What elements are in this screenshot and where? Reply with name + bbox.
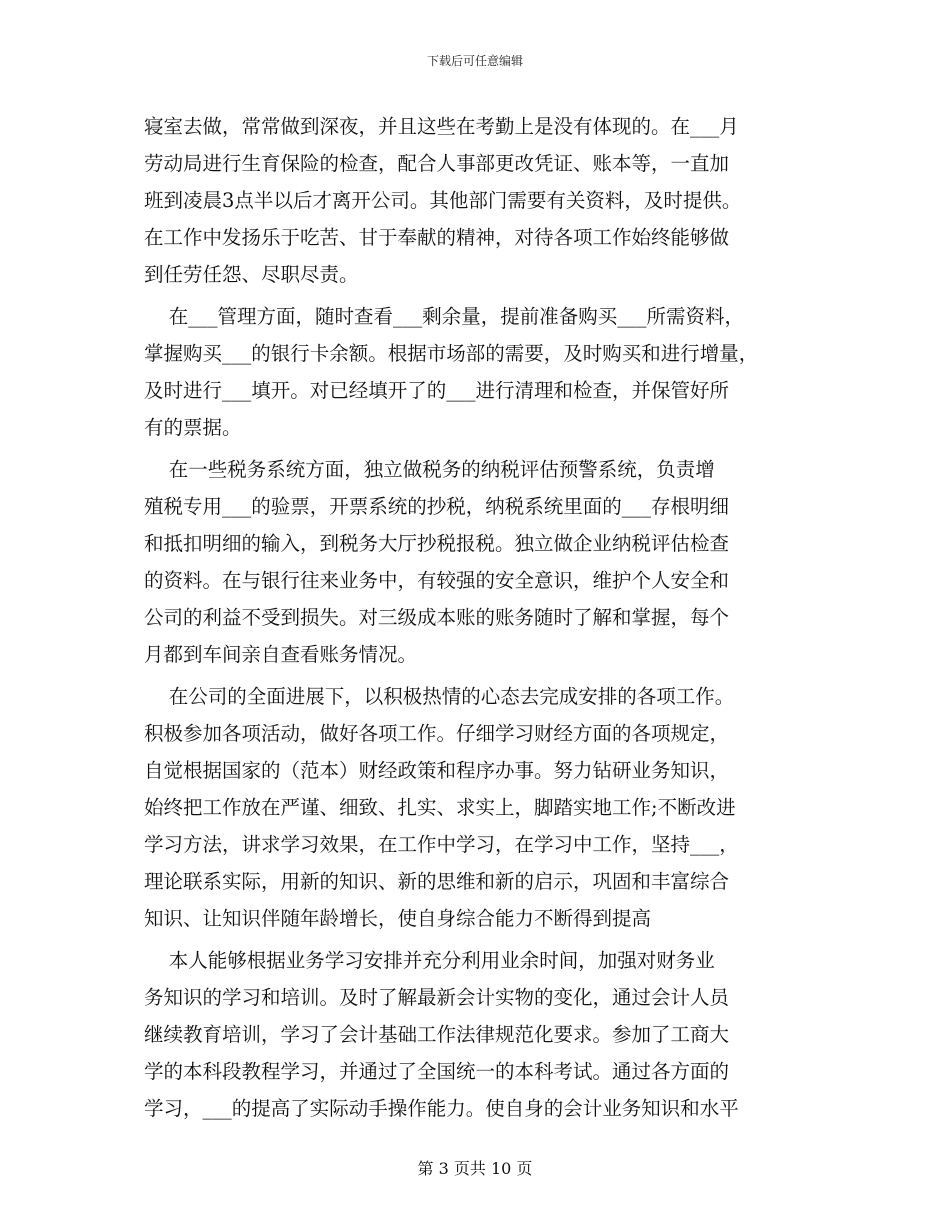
text-line: 及时进行___填开。对已经填开了的___进行清理和检查，并保管好所 <box>144 379 730 402</box>
text-line: 在___管理方面，随时查看___剩余量，提前准备购买___所需资料， <box>144 305 745 328</box>
text-line: 和抵扣明细的输入，到税务大厅抄税报税。独立做企业纳税评估检查 <box>144 532 730 555</box>
text-line: 在一些税务系统方面，独立做税务的纳税评估预警系统，负责增 <box>144 458 715 481</box>
text-line: 到任劳任怨、尽职尽责。 <box>144 263 359 286</box>
text-line: 自觉根据国家的（范本）财经政策和程序办事。努力钻研业务知识， <box>144 759 730 782</box>
text-line: 学的本科段教程学习，并通过了全国统一的本科考试。通过各方面的 <box>144 1060 730 1083</box>
text-line: 积极参加各项活动，做好各项工作。仔细学习财经方面的各项规定， <box>144 722 730 745</box>
text-line: 理论联系实际，用新的知识、新的思维和新的启示，巩固和丰富综合 <box>144 870 730 893</box>
text-line: 学习方法，讲求学习效果，在工作中学习，在学习中工作，坚持___， <box>144 833 739 856</box>
page-footer: 第 3 页共 10 页 <box>417 1159 533 1178</box>
text-line: 务知识的学习和培训。及时了解最新会计实物的变化，通过会计人员 <box>144 986 730 1009</box>
text-line: 劳动局进行生育保险的检查，配合人事部更改凭证、账本等，一直加 <box>144 152 730 175</box>
text-line: 知识、让知识伴随年龄增长，使自身综合能力不断得到提高 <box>144 907 652 930</box>
text-line: 公司的利益不受到损失。对三级成本账的账务随时了解和掌握，每个 <box>144 606 730 629</box>
paragraph-3 <box>144 451 824 673</box>
text-line: 寝室去做，常常做到深夜，并且这些在考勤上是没有体现的。在___月 <box>144 115 739 138</box>
text-line: 在工作中发扬乐于吃苦、甘于奉献的精神，对待各项工作始终能够做 <box>144 226 730 249</box>
text-line: 有的票据。 <box>144 416 242 439</box>
text-line: 的资料。在与银行往来业务中，有较强的安全意识，维护个人安全和 <box>144 569 730 592</box>
paragraph-5 <box>144 942 824 1127</box>
paragraph-2 <box>144 298 824 446</box>
text-line: 学习，___的提高了实际动手操作能力。使自身的会计业务知识和水平 <box>144 1097 739 1120</box>
paragraph-1 <box>144 108 824 293</box>
text-line: 本人能够根据业务学习安排并充分利用业余时间，加强对财务业 <box>144 949 715 972</box>
text-line: 班到凌晨3点半以后才离开公司。其他部门需要有关资料，及时提供。 <box>144 189 742 212</box>
text-line: 月都到车间亲自查看账务情况。 <box>144 643 418 666</box>
text-line: 殖税专用___的验票，开票系统的抄税，纳税系统里面的___存根明细 <box>144 495 730 518</box>
text-line: 始终把工作放在严谨、细致、扎实、求实上，脚踏实地工作;不断改进 <box>144 796 736 819</box>
document-body <box>144 108 824 1127</box>
text-line: 继续教育培训，学习了会计基础工作法律规范化要求。参加了工商大 <box>144 1023 730 1046</box>
paragraph-4 <box>144 678 824 937</box>
text-line: 掌握购买___的银行卡余额。根据市场部的需要，及时购买和进行增量， <box>144 342 759 365</box>
page-header: 下载后可任意编辑 <box>426 54 523 68</box>
text-line: 在公司的全面进展下，以积极热情的心态去完成安排的各项工作。 <box>144 685 735 708</box>
